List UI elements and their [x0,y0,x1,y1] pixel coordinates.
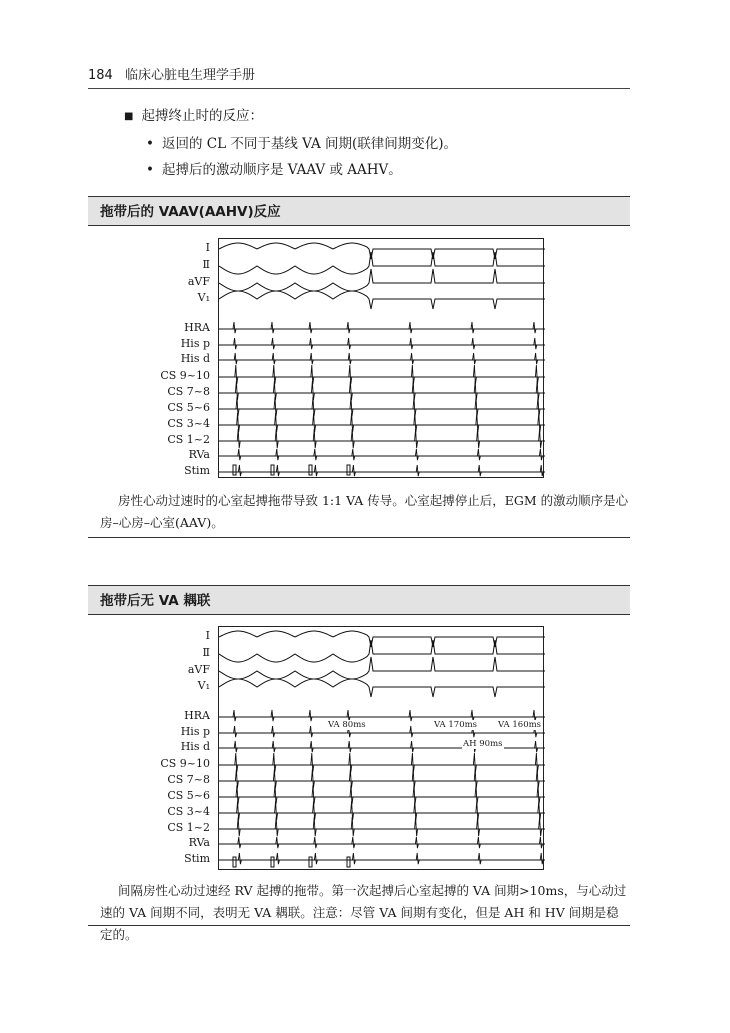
figure1-rule [88,537,630,538]
intracardiac-trace [219,413,545,432]
figure2-tracings [219,627,545,871]
surface-trace [219,291,545,309]
stim-pulse [233,857,236,867]
lead-label: Ⅱ [202,258,210,271]
figure1-tracings [219,239,545,479]
figure2-rule [88,925,630,926]
intracardiac-trace [219,465,545,476]
intracardiac-trace [219,338,545,349]
lead-label: HRA [184,709,210,722]
lead-label: V₁ [197,291,210,304]
lead-label: CS 1~2 [167,821,210,834]
lead-label: CS 5~6 [167,401,210,414]
lead-label: CS 9~10 [160,757,210,770]
lead-label: CS 7~8 [167,385,210,398]
running-header [88,64,255,83]
stim-pulse [233,465,236,475]
surface-trace [219,679,545,697]
lead-label: CS 9~10 [160,369,210,382]
lead-label: Ⅰ [205,629,210,642]
lead-label: RVa [188,448,210,461]
bullet-heading: ■ 起搏终止时的反应： [124,103,457,131]
annotation: VA 80ms [328,720,366,730]
figure1-lead-labels [150,238,210,478]
lead-label: RVa [188,836,210,849]
stim-pulse [271,857,274,867]
intracardiac-trace [219,769,545,788]
bullet-item: • 返回的 CL 不同于基线 VA 间期(联律间期变化)。 [124,131,457,157]
bullet-item: • 起搏后的激动顺序是 VAAV 或 AAHV。 [124,157,457,183]
lead-label: His p [180,337,210,350]
book-title: 临床心脏电生理学手册 [124,68,255,83]
lead-label: His p [180,725,210,738]
stim-pulse [347,857,350,867]
intracardiac-trace [219,801,545,820]
lead-label: CS 1~2 [167,433,210,446]
intracardiac-trace [219,397,545,416]
lead-label: CS 3~4 [167,805,210,818]
lead-label: Ⅱ [202,646,210,659]
lead-label: Stim [184,464,210,477]
stim-pulse [347,465,350,475]
bullet-list [124,103,457,183]
figure2-lead-labels [150,626,210,870]
lead-label: V₁ [197,679,210,692]
intracardiac-trace [219,322,545,333]
annotation: AH 90ms [463,739,503,749]
stim-pulse [309,465,312,475]
lead-label: Ⅰ [205,241,210,254]
lead-label: HRA [184,321,210,334]
intracardiac-trace [219,753,545,772]
figure1-title: 拖带后的 VAAV(AAHV)反应 [88,196,630,226]
stim-pulse [309,857,312,867]
figure1-ecg-panel [218,238,544,478]
intracardiac-trace [219,353,545,364]
lead-label: CS 3~4 [167,417,210,430]
intracardiac-trace [219,853,545,864]
intracardiac-trace [219,449,545,460]
lead-label: His d [180,740,210,753]
stim-pulse [271,465,274,475]
figure1-caption: 房性心动过速时的心室起搏拖带导致 1:1 VA 传导。心室起搏停止后，EGM 的激动顺序是心房–心房–心室(AAV)。 [100,493,629,530]
lead-label: aVF [187,275,210,288]
lead-label: CS 5~6 [167,789,210,802]
lead-label: aVF [187,663,210,676]
lead-label: Stim [184,852,210,865]
lead-label: His d [180,352,210,365]
header-rule [88,88,630,89]
intracardiac-trace [219,429,545,448]
lead-label: CS 7~8 [167,773,210,786]
annotation: VA 160ms [498,720,542,730]
figure2-caption: 间隔房性心动过速经 RV 起搏的拖带。第一次起搏后心室起搏的 VA 间期>10ms，与心动过速的 VA 间期不同，表明无 VA 耦联。注意：尽管 VA 间期有变化，但是 AH 和 HV 间期是稳定的。 [100,883,627,942]
figure2-title: 拖带后无 VA 耦联 [88,585,630,615]
page-number: 184 [88,68,113,83]
intracardiac-trace [219,785,545,804]
intracardiac-trace [219,365,545,384]
intracardiac-trace [219,817,545,836]
annotation: VA 170ms [434,720,478,730]
figure2-ecg-panel [218,626,544,870]
intracardiac-trace [219,837,545,848]
intracardiac-trace [219,381,545,400]
